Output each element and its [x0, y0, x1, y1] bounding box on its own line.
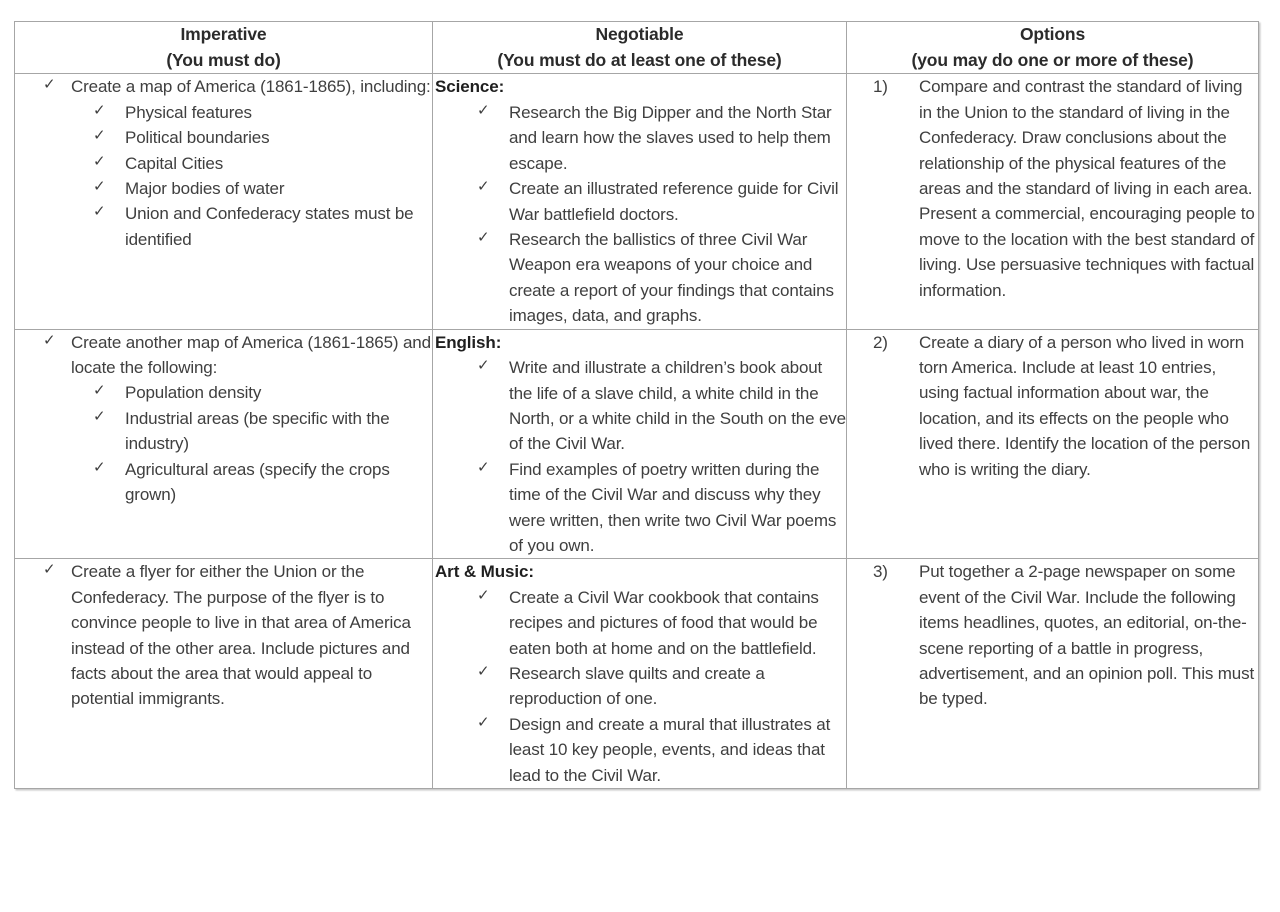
subject-label: Science: — [435, 77, 505, 97]
list-item — [433, 100, 846, 176]
list-item — [433, 457, 846, 559]
list-item-text: Create a flyer for either the Union or the Confederacy. The purpose of the flyer is to convince people to live in that area of America instead of the other area. Include pictures and facts about the area that would appeal to potential immigrants. — [71, 562, 411, 709]
list-item-text: Create an illustrated reference guide for Civil War battlefield doctors. — [509, 179, 839, 224]
check-icon: ✓ — [477, 101, 490, 119]
list-item — [847, 330, 1258, 482]
list-item-text: Population density — [125, 383, 262, 403]
check-icon: ✓ — [477, 458, 490, 476]
cell-negotiable-row3 — [433, 559, 847, 789]
imperative-list — [15, 559, 432, 711]
list-item-number: 1) — [873, 77, 888, 97]
list-item — [71, 201, 432, 252]
column-header-options — [847, 22, 1259, 74]
check-icon: ✓ — [477, 713, 490, 731]
list-item — [433, 355, 846, 457]
list-item-text: Create a map of America (1861-1865), including: — [71, 77, 431, 97]
list-item — [71, 380, 432, 405]
column-header-negotiable-subtitle: (You must do at least one of these) — [497, 49, 782, 70]
cell-imperative-row2 — [15, 329, 433, 559]
table-body — [15, 74, 1259, 789]
list-item — [71, 151, 432, 176]
options-list — [847, 330, 1258, 482]
check-icon: ✓ — [93, 127, 106, 145]
list-item — [15, 330, 432, 508]
list-item-text: Design and create a mural that illustrates at least 10 key people, events, and ideas that lead to the Civil War. — [509, 714, 831, 785]
table-header-row — [15, 22, 1259, 74]
subject-label: Art & Music: — [435, 562, 534, 582]
negotiable-list — [433, 355, 846, 558]
table-row — [15, 559, 1259, 789]
list-item — [847, 74, 1258, 303]
list-item — [71, 406, 432, 457]
check-icon: ✓ — [43, 331, 56, 349]
column-header-imperative-title: Imperative — [180, 24, 267, 44]
list-item — [71, 100, 432, 125]
list-item — [433, 661, 846, 712]
imperative-sublist — [71, 100, 432, 252]
check-icon: ✓ — [93, 382, 106, 400]
list-item-text: Physical features — [125, 102, 252, 122]
list-item-text: Find examples of poetry written during the time of the Civil War and discuss why they were written, then write two Civil War poems of you own. — [509, 459, 837, 555]
list-item-text: Create a diary of a person who lived in worn torn America. Include at least 10 entries, using factual information about war, the location, and its effects on the people who lived there. Identify the location of the person who is writing the diary. — [919, 332, 1251, 479]
list-item — [71, 125, 432, 150]
list-item — [433, 585, 846, 661]
cell-imperative-row1 — [15, 74, 433, 329]
column-header-negotiable — [433, 22, 847, 74]
check-icon: ✓ — [477, 228, 490, 246]
check-icon: ✓ — [43, 561, 56, 579]
subject-label: English: — [435, 332, 502, 352]
cell-imperative-row3 — [15, 559, 433, 789]
negotiable-list — [433, 585, 846, 788]
list-item-text: Agricultural areas (specify the crops grown) — [125, 459, 390, 505]
list-item-number: 2) — [873, 332, 888, 352]
list-item-text: Create another map of America (1861-1865) and locate the following: — [71, 332, 431, 377]
negotiable-list — [433, 100, 846, 329]
negotiable-subject-block — [433, 559, 846, 788]
list-item-text: Write and illustrate a children’s book about the life of a slave child, a white child in the North, or a white child in the South on the eve of the Civil War. — [509, 358, 846, 454]
column-header-options-title: Options — [1019, 24, 1086, 44]
list-item-text: Put together a 2-page newspaper on some event of the Civil War. Include the following items headlines, quotes, an editorial, on-the-scene reporting of a battle in progress, advertisement, and an opinion poll. This must be typed. — [919, 562, 1255, 709]
options-list — [847, 74, 1258, 303]
cell-options-row2 — [847, 329, 1259, 559]
list-item-text: Industrial areas (be specific with the industry) — [125, 408, 390, 454]
cell-negotiable-row1 — [433, 74, 847, 329]
list-item-text: Major bodies of water — [125, 179, 285, 199]
cell-negotiable-row2 — [433, 329, 847, 559]
list-item-text: Political boundaries — [125, 128, 270, 148]
check-icon: ✓ — [477, 586, 490, 604]
check-icon: ✓ — [93, 458, 106, 476]
list-item-text: Union and Confederacy states must be identified — [125, 204, 414, 249]
cell-options-row3 — [847, 559, 1259, 789]
table-header — [15, 22, 1259, 74]
imperative-list — [15, 74, 432, 252]
column-header-imperative — [15, 22, 433, 74]
check-icon: ✓ — [93, 203, 106, 221]
list-item-text: Create a Civil War cookbook that contains recipes and pictures of food that would be eaten both at home and on the battlefield. — [509, 587, 819, 658]
check-icon: ✓ — [93, 101, 106, 119]
column-header-imperative-subtitle: (You must do) — [166, 49, 281, 70]
negotiable-subject-block — [433, 330, 846, 559]
list-item-text: Research the ballistics of three Civil War Weapon era weapons of your choice and create a report of your findings that contains images, data, and graphs. — [509, 229, 834, 326]
list-item — [433, 227, 846, 329]
check-icon: ✓ — [477, 357, 490, 375]
list-item — [433, 712, 846, 788]
list-item — [15, 74, 432, 252]
column-header-negotiable-title: Negotiable — [595, 24, 684, 44]
table-row — [15, 74, 1259, 329]
list-item-text: Capital Cities — [125, 153, 224, 173]
options-list — [847, 559, 1258, 711]
list-item — [71, 457, 432, 508]
list-item — [847, 559, 1258, 711]
imperative-sublist — [71, 380, 432, 507]
check-icon: ✓ — [93, 407, 106, 425]
list-item — [433, 176, 846, 227]
list-item-text: Research slave quilts and create a reproduction of one. — [509, 664, 765, 709]
list-item-number: 3) — [873, 562, 888, 582]
list-item — [71, 176, 432, 201]
choice-board-table — [14, 21, 1259, 789]
check-icon: ✓ — [93, 178, 106, 196]
negotiable-subject-block — [433, 74, 846, 328]
list-item — [15, 559, 432, 711]
list-item-text: Research the Big Dipper and the North Star and learn how the slaves used to help them escape. — [509, 102, 832, 173]
cell-options-row1 — [847, 74, 1259, 329]
check-icon: ✓ — [477, 178, 490, 196]
table-row — [15, 329, 1259, 559]
imperative-list — [15, 330, 432, 508]
list-item-text: Compare and contrast the standard of living in the Union to the standard of living in the Confederacy. Draw conclusions about the relationship of the physical features of the areas and the standard of living in each area. Present a commercial, encouraging people to move to the location with the best standard of living. Use persuasive techniques with factual information. — [919, 77, 1255, 300]
check-icon: ✓ — [477, 663, 490, 681]
check-icon: ✓ — [43, 76, 56, 94]
check-icon: ✓ — [93, 152, 106, 170]
column-header-options-subtitle: (you may do one or more of these) — [911, 49, 1194, 70]
